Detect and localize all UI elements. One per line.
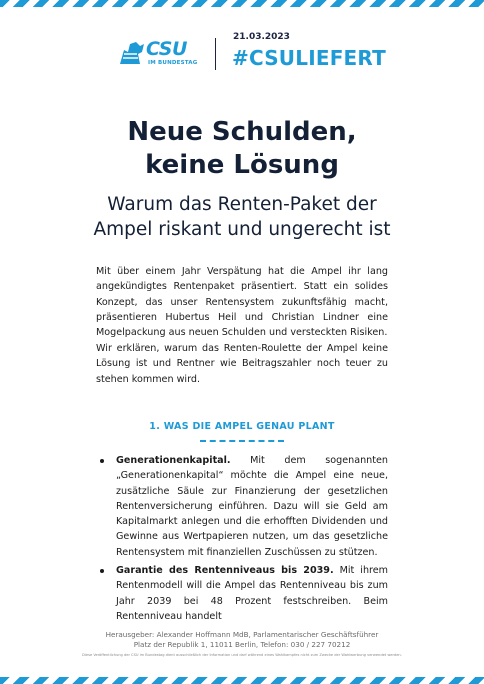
bullet-dot bbox=[100, 459, 104, 463]
logo-text: CSU bbox=[146, 38, 187, 60]
bullet-dot bbox=[100, 569, 104, 573]
top-stripe-border bbox=[0, 0, 484, 7]
footer-publisher: Herausgeber: Alexander Hoffmann MdB, Parlamentarischer Geschäftsführer bbox=[105, 630, 379, 639]
list-item bbox=[96, 453, 388, 560]
bottom-stripe-border bbox=[0, 677, 484, 684]
header-divider bbox=[215, 38, 216, 70]
subtitle-line-2: Ampel riskant und ungerecht ist bbox=[93, 219, 391, 240]
publication-date: 21.03.2023 bbox=[233, 32, 290, 42]
bullet-heading: Generationenkapital. bbox=[116, 455, 231, 466]
csu-logo bbox=[118, 38, 202, 72]
hashtag: #CSULIEFERT bbox=[232, 46, 386, 70]
lion-icon bbox=[118, 38, 146, 68]
header bbox=[0, 30, 484, 78]
bullet-text: Mit ihrem Rentenmodell will die Ampel das Rentenniveau bis zum Jahr 2039 bei 48 Prozent festschreiben. Beim Rentenniveau handelt bbox=[116, 565, 389, 622]
bullet-list bbox=[96, 453, 388, 627]
footer-disclaimer: Diese Veröffentlichung der CSU im Bundestag dient ausschließlich der Information und darf während eines Wahlkampfes nicht zum Zwecke der Wahlwerbung verwendet werden. bbox=[82, 653, 402, 657]
title-line-2: keine Lösung bbox=[145, 150, 339, 180]
section-heading: 1. WAS DIE AMPEL GENAU PLANT bbox=[149, 421, 335, 432]
logo-subtitle: IM BUNDESTAG bbox=[148, 60, 198, 66]
list-item bbox=[96, 563, 388, 624]
bullet-heading: Garantie des Rentenniveaus bis 2039. bbox=[116, 565, 334, 577]
section-underline bbox=[200, 440, 284, 442]
subtitle-line-1: Warum das Renten-Paket der bbox=[107, 194, 377, 215]
document-title bbox=[0, 116, 484, 182]
bullet-text: Mit dem sogenannten „Generationenkapital“ möchte die Ampel eine neue, zusätzliche Säule zur Finanzierung der gesetzlichen Rentenversicherung einführen. Dazu will sie Geld am Kapitalmarkt anlegen und die erhofften Dividenden und Gewinne aus Wertpapieren nutzen, um das gesetzliche Rentensystem mit finanziellen Zuschüssen zu stützen. bbox=[116, 455, 388, 558]
title-line-1: Neue Schulden, bbox=[127, 117, 357, 147]
intro-paragraph-2: Wir erklären, warum das Renten-Roulette der Ampel keine Lösung ist und Rentner wie Beitragszahler noch teuer zu stehen kommen wird. bbox=[96, 343, 388, 385]
footer-address: Platz der Republik 1, 11011 Berlin, Telefon: 030 / 227 70212 bbox=[133, 640, 351, 649]
intro-paragraph-1: Mit über einem Jahr Verspätung hat die Ampel ihr lang angekündigtes Rentenpaket präsentiert. Statt ein solides Konzept, das unser Rentensystem zukunftsfähig macht, präsentieren Hubertus Heil und Christian Lindner eine Mogelpackung aus neuen Schulden und versteckten Risiken. bbox=[96, 266, 388, 339]
document-subtitle bbox=[0, 192, 484, 242]
